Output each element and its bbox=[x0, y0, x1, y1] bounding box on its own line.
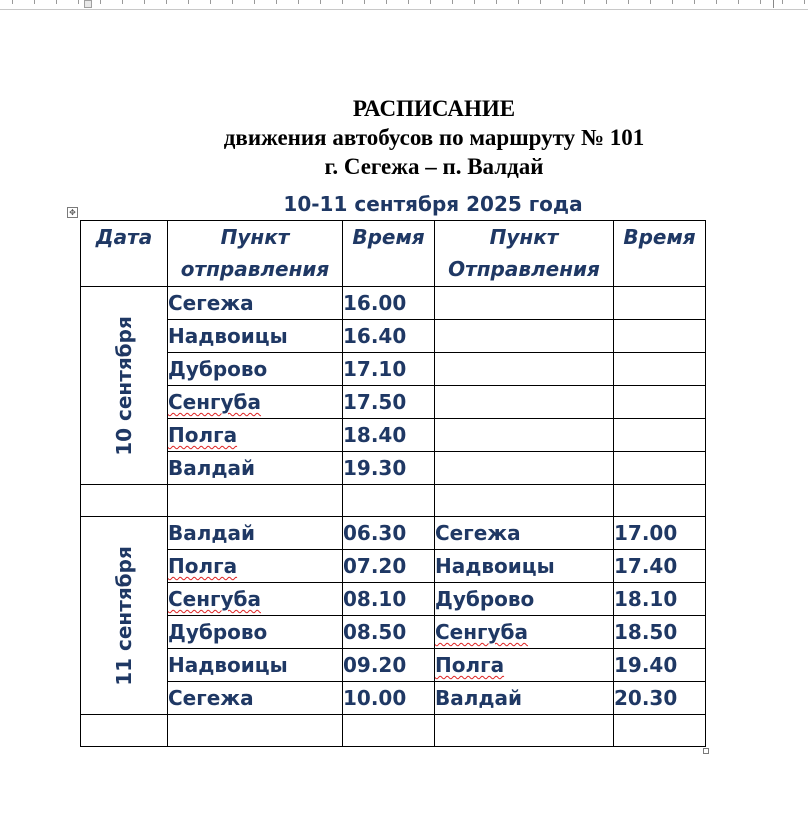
ruler-right-margin-marker[interactable] bbox=[773, 0, 774, 8]
ruler-tick bbox=[716, 0, 717, 4]
date-label: 11 сентября bbox=[112, 545, 136, 686]
empty-cell bbox=[614, 485, 706, 517]
empty-cell bbox=[81, 485, 168, 517]
empty-cell bbox=[343, 715, 435, 747]
return-stop-text: Полга bbox=[435, 653, 505, 677]
return-stop bbox=[435, 517, 614, 550]
header-time-2: Время bbox=[614, 221, 706, 287]
return-time bbox=[614, 419, 706, 452]
table-resize-handle-icon[interactable] bbox=[703, 748, 709, 754]
ruler-tick bbox=[672, 0, 673, 4]
empty-cell bbox=[435, 485, 614, 517]
departure-stop bbox=[168, 550, 343, 583]
ruler-tick bbox=[650, 0, 651, 4]
date-cell-day2 bbox=[81, 517, 168, 715]
return-stop-text: Валдай bbox=[435, 686, 523, 710]
departure-time-text: 17.50 bbox=[343, 390, 407, 414]
departure-stop bbox=[168, 682, 343, 715]
departure-stop bbox=[168, 320, 343, 353]
header-departure-1: Пункт отправления bbox=[168, 221, 343, 287]
table-row bbox=[81, 353, 706, 386]
return-stop bbox=[435, 616, 614, 649]
ruler-tick bbox=[760, 0, 761, 4]
date-cell-day1 bbox=[81, 287, 168, 485]
return-time bbox=[614, 452, 706, 485]
departure-time-text: 06.30 bbox=[343, 521, 407, 545]
departure-time bbox=[343, 386, 435, 419]
ruler-tick bbox=[804, 0, 805, 4]
return-time bbox=[614, 517, 706, 550]
blank-row bbox=[81, 715, 706, 747]
departure-stop bbox=[168, 287, 343, 320]
return-stop bbox=[435, 452, 614, 485]
departure-time-text: 08.10 bbox=[343, 587, 407, 611]
ruler-tick bbox=[34, 0, 35, 4]
departure-time bbox=[343, 616, 435, 649]
departure-stop-text: Сенгуба bbox=[168, 390, 262, 414]
departure-stop-text: Дуброво bbox=[168, 620, 268, 644]
empty-cell bbox=[168, 485, 343, 517]
ruler-tick bbox=[254, 0, 255, 4]
ruler-tick bbox=[78, 0, 79, 4]
ruler-tick bbox=[452, 0, 453, 4]
departure-stop bbox=[168, 517, 343, 550]
departure-time bbox=[343, 649, 435, 682]
ruler-tick bbox=[562, 0, 563, 4]
departure-stop-text: Валдай bbox=[168, 456, 256, 480]
ruler-tick bbox=[628, 0, 629, 4]
ruler-tick bbox=[364, 0, 365, 4]
departure-time bbox=[343, 682, 435, 715]
return-time-text: 18.50 bbox=[614, 620, 678, 644]
departure-time-text: 08.50 bbox=[343, 620, 407, 644]
return-stop bbox=[435, 682, 614, 715]
return-time bbox=[614, 583, 706, 616]
departure-stop-text: Дуброво bbox=[168, 357, 268, 381]
table-row bbox=[81, 320, 706, 353]
return-time-text: 18.10 bbox=[614, 587, 678, 611]
return-stop bbox=[435, 649, 614, 682]
return-stop-text: Сегежа bbox=[435, 521, 521, 545]
return-stop bbox=[435, 386, 614, 419]
ruler-tick bbox=[232, 0, 233, 4]
header-time-1: Время bbox=[343, 221, 435, 287]
ruler-tick bbox=[606, 0, 607, 4]
empty-cell bbox=[81, 715, 168, 747]
table-row bbox=[81, 649, 706, 682]
departure-time-text: 10.00 bbox=[343, 686, 407, 710]
departure-time bbox=[343, 419, 435, 452]
document-heading bbox=[180, 94, 688, 181]
table-row bbox=[81, 583, 706, 616]
return-time-text: 19.40 bbox=[614, 653, 678, 677]
return-stop-text: Надвоицы bbox=[435, 554, 555, 578]
empty-cell bbox=[343, 485, 435, 517]
return-time bbox=[614, 649, 706, 682]
return-time-text: 17.40 bbox=[614, 554, 678, 578]
departure-stop bbox=[168, 353, 343, 386]
departure-stop bbox=[168, 452, 343, 485]
table-move-handle-icon[interactable]: ✥ bbox=[67, 207, 78, 218]
horizontal-ruler[interactable] bbox=[0, 0, 808, 10]
departure-time bbox=[343, 452, 435, 485]
departure-stop bbox=[168, 386, 343, 419]
header-date: Дата bbox=[81, 221, 168, 287]
return-time bbox=[614, 353, 706, 386]
return-stop-text: Дуброво bbox=[435, 587, 535, 611]
date-label: 10 сентября bbox=[112, 315, 136, 456]
return-time bbox=[614, 320, 706, 353]
return-stop bbox=[435, 550, 614, 583]
heading-line-route: движения автобусов по маршруту № 101 bbox=[223, 125, 645, 150]
return-stop bbox=[435, 353, 614, 386]
departure-time-text: 09.20 bbox=[343, 653, 407, 677]
departure-stop bbox=[168, 419, 343, 452]
table-row bbox=[81, 616, 706, 649]
departure-time-text: 17.10 bbox=[343, 357, 407, 381]
ruler-tick bbox=[100, 0, 101, 4]
ruler-tick bbox=[518, 0, 519, 4]
ruler-tick bbox=[12, 0, 13, 4]
departure-time-text: 16.40 bbox=[343, 324, 407, 348]
table-row bbox=[81, 517, 706, 550]
return-time bbox=[614, 550, 706, 583]
departure-stop-text: Сегежа bbox=[168, 291, 254, 315]
ruler-tick bbox=[474, 0, 475, 4]
table-row bbox=[81, 550, 706, 583]
ruler-tick bbox=[584, 0, 585, 4]
departure-stop bbox=[168, 649, 343, 682]
return-time bbox=[614, 682, 706, 715]
heading-line-schedule: РАСПИСАНИЕ bbox=[352, 96, 516, 121]
ruler-tick bbox=[496, 0, 497, 4]
departure-time bbox=[343, 287, 435, 320]
ruler-tick bbox=[408, 0, 409, 4]
schedule-table bbox=[80, 220, 706, 747]
return-time bbox=[614, 287, 706, 320]
departure-stop bbox=[168, 583, 343, 616]
ruler-tick bbox=[56, 0, 57, 4]
ruler-tick bbox=[430, 0, 431, 4]
departure-stop-text: Сенгуба bbox=[168, 587, 262, 611]
return-stop-text: Сенгуба bbox=[435, 620, 529, 644]
return-time-text: 20.30 bbox=[614, 686, 678, 710]
ruler-tick bbox=[540, 0, 541, 4]
departure-stop-text: Полга bbox=[168, 423, 238, 447]
ruler-tick bbox=[782, 0, 783, 4]
return-time bbox=[614, 386, 706, 419]
ruler-tick bbox=[320, 0, 321, 4]
table-row bbox=[81, 452, 706, 485]
ruler-tick bbox=[144, 0, 145, 4]
ruler-tick bbox=[166, 0, 167, 4]
heading-line-cities: г. Сегежа – п. Валдай bbox=[324, 154, 544, 179]
ruler-tick bbox=[386, 0, 387, 4]
departure-time bbox=[343, 320, 435, 353]
ruler-tick bbox=[298, 0, 299, 4]
ruler-tick bbox=[210, 0, 211, 4]
table-row bbox=[81, 419, 706, 452]
ruler-tick bbox=[122, 0, 123, 4]
departure-time-text: 16.00 bbox=[343, 291, 407, 315]
departure-stop-text: Валдай bbox=[168, 521, 256, 545]
departure-stop bbox=[168, 616, 343, 649]
empty-cell bbox=[614, 715, 706, 747]
departure-stop-text: Сегежа bbox=[168, 686, 254, 710]
return-stop bbox=[435, 320, 614, 353]
header-departure-2: Пункт Отправления bbox=[435, 221, 614, 287]
blank-row bbox=[81, 485, 706, 517]
departure-time bbox=[343, 517, 435, 550]
ruler-tick bbox=[188, 0, 189, 4]
departure-stop-text: Полга bbox=[168, 554, 238, 578]
ruler-indent-marker[interactable] bbox=[84, 0, 92, 8]
departure-stop-text: Надвоицы bbox=[168, 653, 288, 677]
departure-time bbox=[343, 550, 435, 583]
ruler-tick bbox=[694, 0, 695, 4]
ruler-tick bbox=[276, 0, 277, 4]
departure-time-text: 18.40 bbox=[343, 423, 407, 447]
return-stop bbox=[435, 287, 614, 320]
departure-time bbox=[343, 353, 435, 386]
table-row bbox=[81, 386, 706, 419]
return-stop bbox=[435, 419, 614, 452]
table-row bbox=[81, 682, 706, 715]
empty-cell bbox=[168, 715, 343, 747]
ruler-tick bbox=[342, 0, 343, 4]
return-time-text: 17.00 bbox=[614, 521, 678, 545]
empty-cell bbox=[435, 715, 614, 747]
departure-time bbox=[343, 583, 435, 616]
return-time bbox=[614, 616, 706, 649]
departure-time-text: 19.30 bbox=[343, 456, 407, 480]
table-row bbox=[81, 287, 706, 320]
ruler-tick bbox=[738, 0, 739, 4]
table-header-row bbox=[81, 221, 706, 287]
heading-dates: 10-11 сентября 2025 года bbox=[283, 192, 583, 216]
return-stop bbox=[435, 583, 614, 616]
departure-stop-text: Надвоицы bbox=[168, 324, 288, 348]
departure-time-text: 07.20 bbox=[343, 554, 407, 578]
